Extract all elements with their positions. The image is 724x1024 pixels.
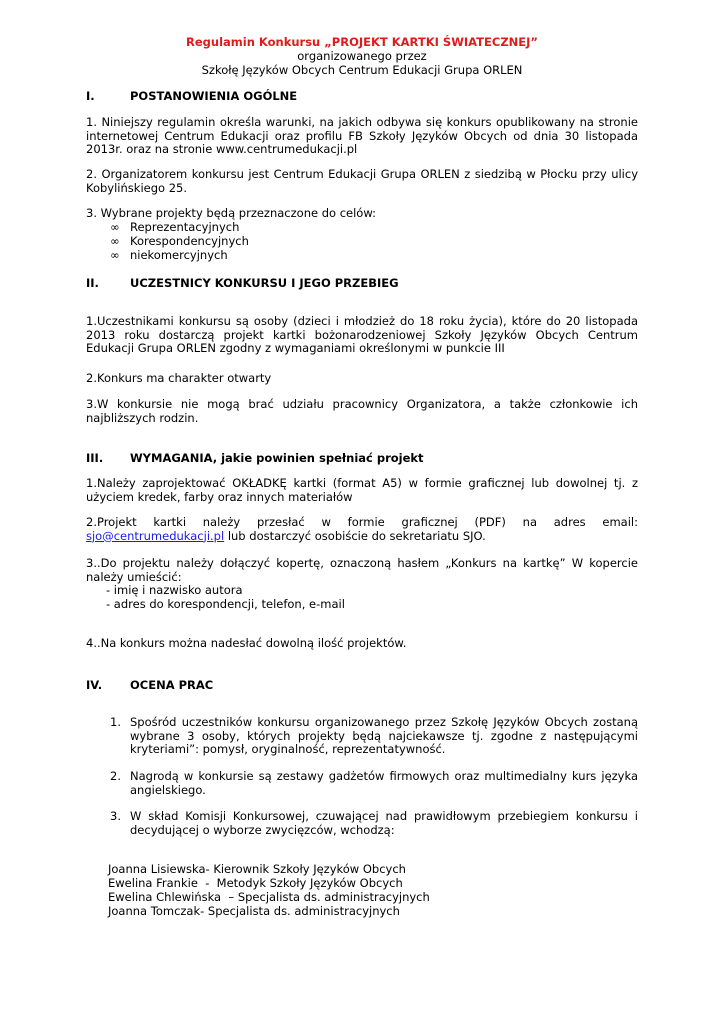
section-heading-4 — [86, 678, 213, 692]
section-heading-3 — [86, 451, 424, 465]
section-number: II. — [86, 276, 99, 290]
paragraph: 3.W konkursie nie mogą brać udziału pracownicy Organizatora, a także członkowie ich najbliższych rodzin. — [86, 397, 638, 425]
list-item: 3. W skład Komisji Konkursowej, czuwającej nad prawidłowym przebiegiem konkursu i decydującej o wyborze zwycięzców, wchodzą: — [110, 809, 638, 837]
paragraph: 2.Projekt kartki należy przesłać w formie graficznej (PDF) na adres email: sjo@centrumedukacji.pl lub dostarczyć osobiście do sekretariatu SJO. — [86, 515, 638, 543]
paragraph: 2. Organizatorem konkursu jest Centrum Edukacji Grupa ORLEN z siedzibą w Płocku przy ulicy Kobylińskiego 25. — [86, 167, 638, 195]
infinity-bullet-icon: ∞ — [110, 248, 120, 262]
committee-member: Ewelina Chlewińska – Specjalista ds. administracyjnych — [108, 890, 430, 904]
paragraph: 2.Konkurs ma charakter otwarty — [86, 371, 272, 385]
committee-member: Ewelina Frankie - Metodyk Szkoły Języków Obcych — [108, 876, 403, 890]
list-item: ∞ niekomercyjnych — [110, 248, 228, 262]
organizer-line: Szkołę Języków Obcych Centrum Edukacji Grupa ORLEN — [201, 63, 523, 77]
infinity-bullet-icon: ∞ — [110, 220, 120, 234]
paragraph: 1.Należy zaprojektować OKŁADKĘ kartki (format A5) w formie graficznej lub dowolnej tj. z użyciem kredek, farby oraz innych materiałów — [86, 476, 638, 504]
section-number: III. — [86, 451, 104, 465]
committee-member: Joanna Tomczak- Specjalista ds. administracyjnych — [108, 904, 400, 918]
paragraph: 1.Uczestnikami konkursu są osoby (dzieci i młodzież do 18 roku życia), które do 20 listopada 2013 roku dostarczą projekt kartki bożonarodzeniowej Szkoły Języków Obcych Centrum Edukacji Grupa ORLEN zgodny z wymaganiami określonymi w punkcie III — [86, 314, 638, 356]
section-title: OCENA PRAC — [130, 678, 214, 692]
email-link[interactable]: sjo@centrumedukacji.pl — [86, 528, 225, 543]
paragraph: 4..Na konkurs można nadesłać dowolną ilość projektów. — [86, 636, 407, 650]
section-title: UCZESTNICY KONKURSU I JEGO PRZEBIEG — [130, 276, 399, 290]
section-title: WYMAGANIA, jakie powinien spełniać projekt — [130, 451, 424, 465]
list-item: ∞ Korespondencyjnych — [110, 234, 249, 248]
committee-member: Joanna Lisiewska- Kierownik Szkoły Języków Obcych — [108, 862, 406, 876]
list-item: 2. Nagrodą w konkursie są zestawy gadżetów firmowych oraz multimedialny kurs języka angielskiego. — [110, 769, 638, 797]
list-item: ∞ Reprezentacyjnych — [110, 220, 240, 234]
document-title: Regulamin Konkursu „PROJEKT KARTKI ŚWIATECZNEJ” — [186, 35, 538, 49]
section-title: POSTANOWIENIA OGÓLNE — [130, 89, 298, 103]
paragraph: 1. Niniejszy regulamin określa warunki, na jakich odbywa się konkurs opublikowany na stronie internetowej Centrum Edukacji oraz profilu FB Szkoły Języków Obcych od dnia 30 listopada 2013r. oraz na stronie www.centrumedukacji.pl — [86, 115, 638, 157]
list-item: 1. Spośród uczestników konkursu organizowanego przez Szkołę Języków Obcych zostaną wybrane 3 osoby, których projekty będą najciekawsze tj. zgodne z następującymi kryteriami”: pomysł, oryginalność, reprezentatywność. — [110, 715, 638, 757]
list-item: - adres do korespondencji, telefon, e-mail — [106, 597, 345, 611]
infinity-bullet-icon: ∞ — [110, 234, 120, 248]
subtitle-line: organizowanego przez — [297, 49, 427, 63]
section-heading-2 — [86, 276, 399, 290]
section-number: I. — [86, 89, 95, 103]
list-item: - imię i nazwisko autora — [106, 583, 243, 597]
section-heading-1 — [86, 89, 297, 103]
section-number: IV. — [86, 678, 103, 692]
paragraph: 3..Do projektu należy dołączyć kopertę, oznaczoną hasłem „Konkurs na kartkę” W kopercie należy umieścić: — [86, 556, 638, 584]
paragraph: 3. Wybrane projekty będą przeznaczone do celów: — [86, 206, 376, 220]
